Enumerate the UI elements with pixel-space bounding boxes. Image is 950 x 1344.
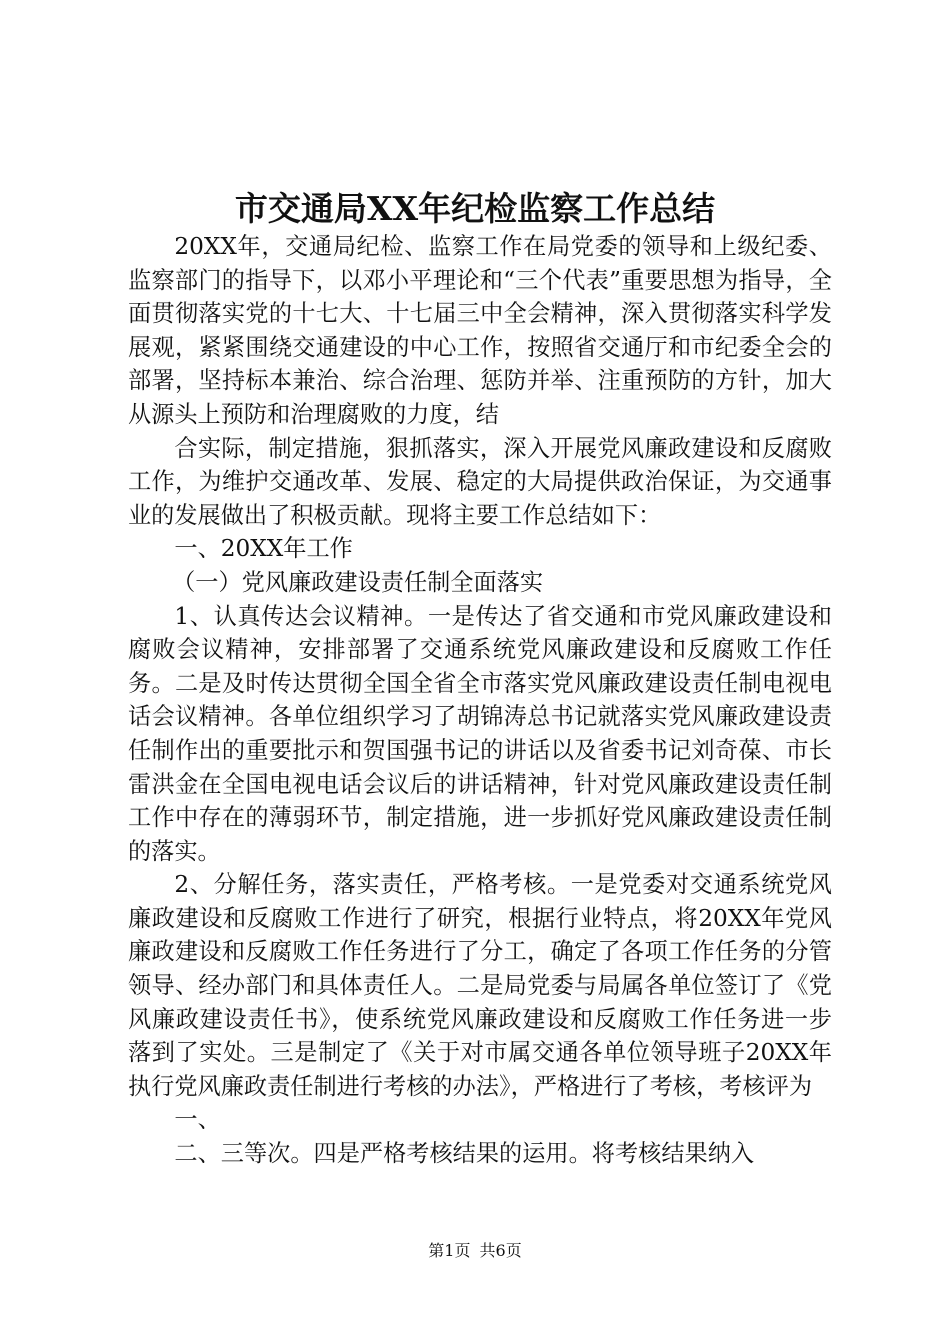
paragraph-item-1: 1、认真传达会议精神。一是传达了省交通和市党风廉政建设和腐败会议精神，安排部署了交通系统党风廉政建设和反腐败工作任务。二是及时传达贯彻全国全省全市落实党风廉政建设责任制电视电话会议精神。各单位组织学习了胡锦涛总书记就落实党风廉政建设责任制作出的重要批示和贺国强书记的讲话以及省委书记刘奇葆、市长雷洪金在全国电视电话会议后的讲话精神，针对党风廉政建设责任制工作中存在的薄弱环节，制定措施，进一步抓好党风廉政建设责任制的落实。 [128, 602, 832, 865]
page-footer [0, 1239, 950, 1263]
section-heading: 一、20XX年工作 [174, 535, 353, 563]
paragraph-continued: 二、三等次。四是严格考核结果的运用。将考核结果纳入 [174, 1140, 755, 1168]
subsection-heading: （一）党风廉政建设责任制全面落实 [172, 568, 544, 596]
document-title: 市交通局XX年纪检监察工作总结 [234, 189, 716, 228]
document-body [128, 230, 832, 1171]
page-number: 第1页 [428, 1241, 471, 1260]
paragraph-item-2: 2、分解任务，落实责任，严格考核。一是党委对交通系统党风廉政建设和反腐败工作进行了研究，根据行业特点，将20XX年党风廉政建设和反腐败工作任务进行了分工，确定了各项工作任务的分管领导、经办部门和具体责任人。二是局党委与局属各单位签订了《党风廉政建设责任书》，使系统党风廉政建设和反腐败工作任务进一步落到了实处。三是制定了《关于对市属交通各单位领导班子20XX年执行党风廉政责任制进行考核的办法》，严格进行了考核，考核评为 [128, 871, 832, 1100]
paragraph-intro-continued: 合实际，制定措施，狠抓落实，深入开展党风廉政建设和反腐败工作，为维护交通改革、发展、稳定的大局提供政治保证，为交通事业的发展做出了积极贡献。现将主要工作总结如下： [128, 434, 832, 529]
paragraph-intro: 20XX年，交通局纪检、监察工作在局党委的领导和上级纪委、监察部门的指导下，以邓小平理论和“三个代表”重要思想为指导，全面贯彻落实党的十七大、十七届三中全会精神，深入贯彻落实科学发展观，紧紧围绕交通建设的中心工作，按照省交通厅和市纪委全会的部署，坚持标本兼治、综合治理、惩防并举、注重预防的方针，加大从源头上预防和治理腐败的力度，结 [128, 233, 832, 428]
paragraph-fragment: 一、 [174, 1106, 221, 1134]
page-total: 共6页 [479, 1241, 522, 1260]
